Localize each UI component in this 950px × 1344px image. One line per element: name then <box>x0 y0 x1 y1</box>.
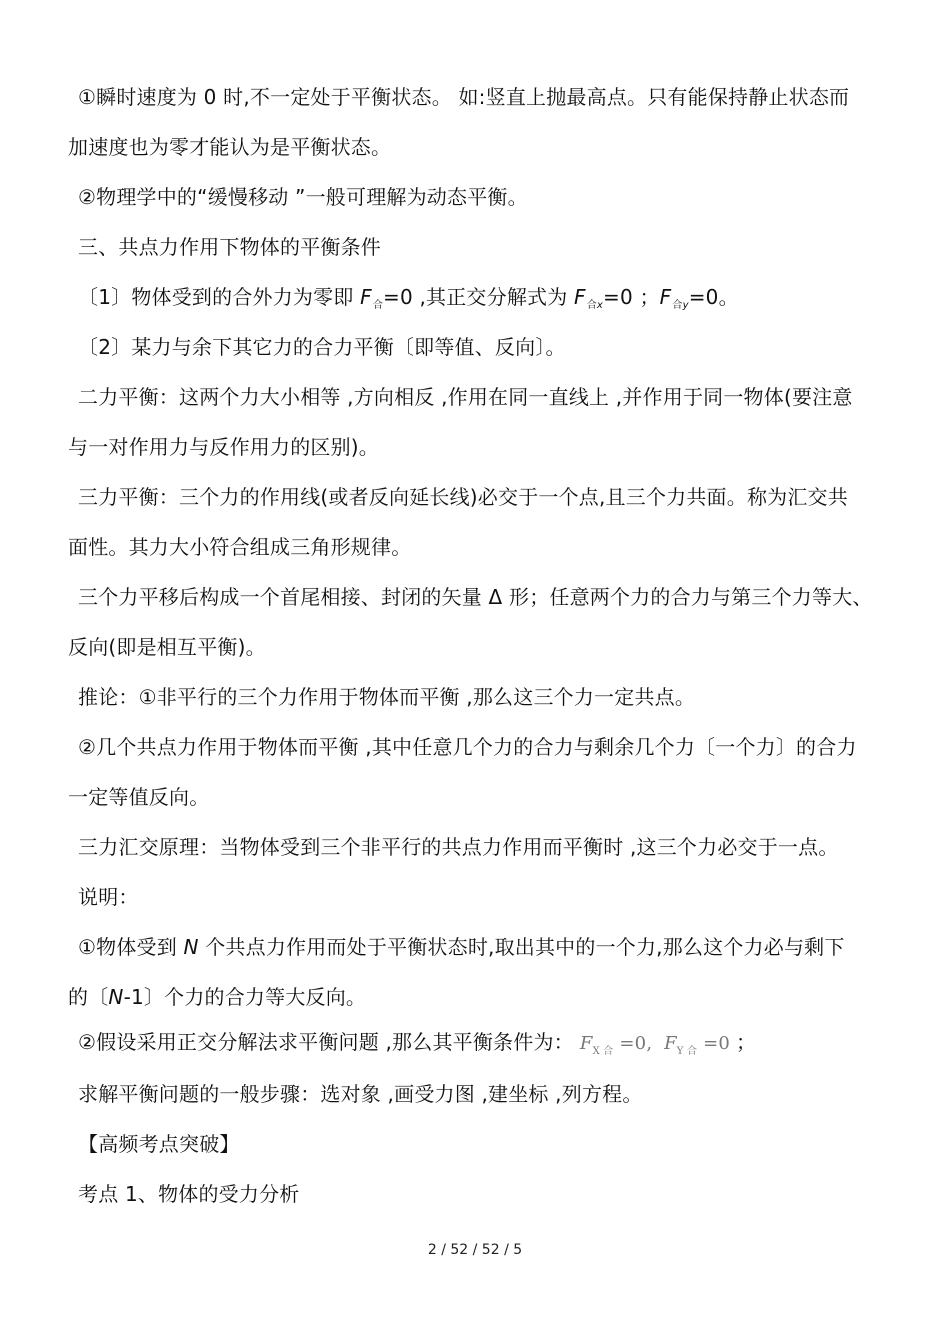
section-heading: 【高频考点突破】 <box>78 1132 240 1156</box>
formula-value: =0 <box>697 1033 731 1054</box>
formula-symbol: F <box>360 285 372 309</box>
text-line: 求解平衡问题的一般步骤：选对象 ,画受力图 ,建坐标 ,列方程。 <box>78 1082 643 1106</box>
text-segment: ； <box>736 1030 757 1054</box>
text-segment: ②假设采用正交分解法求平衡问题 ,那么其平衡条件为： <box>78 1030 574 1054</box>
equilibrium-formula-image <box>579 1033 731 1057</box>
text-segment: 的〔 <box>68 985 109 1009</box>
text-line: 反向(即是相互平衡)。 <box>68 635 266 659</box>
text-line <box>78 283 739 316</box>
text-line: 说明： <box>78 885 139 909</box>
formula-symbol: N <box>183 935 199 959</box>
page-number: 2 / 52 / 52 / 5 <box>427 1242 523 1258</box>
formula-symbol: F <box>573 285 586 309</box>
text-line <box>68 983 366 1011</box>
text-segment: =0。 <box>688 285 739 309</box>
text-segment: =0 ； <box>603 285 660 309</box>
text-line: 与一对作用力与反作用力的区别)。 <box>68 435 380 459</box>
text-line: ②几个共点力作用于物体而平衡 ,其中任意几个力的合力与剩余几个力〔一个力〕的合力 <box>78 735 857 759</box>
text-segment: =0 ,其正交分解式为 <box>383 285 574 309</box>
text-line: 推论：①非平行的三个力作用于物体而平衡 ,那么这三个力一定共点。 <box>78 685 696 709</box>
section-heading: 三、共点力作用下物体的平衡条件 <box>78 235 381 259</box>
text-line: 三个力平移后构成一个首尾相接、封闭的矢量 Δ 形；任意两个力的合力与第三个力等大、 <box>78 585 873 609</box>
text-line: 加速度也为零才能认为是平衡状态。 <box>68 135 392 159</box>
text-segment: 〔1〕物体受到的合外力为零即 <box>78 285 361 309</box>
formula-subscript: X 合 <box>592 1046 614 1057</box>
formula-subscript: x <box>596 300 604 311</box>
text-line: 一定等值反向。 <box>68 785 210 809</box>
text-line: 面性。其力大小符合组成三角形规律。 <box>68 535 412 559</box>
formula-symbol: F <box>659 285 672 309</box>
text-line: ②物理学中的“缓慢移动 ”一般可理解为动态平衡。 <box>78 185 528 209</box>
formula-symbol: F <box>579 1033 593 1054</box>
text-line <box>78 933 845 961</box>
formula-subscript: Y 合 <box>676 1046 698 1057</box>
text-segment: -1〕个力的合力等大反向。 <box>123 985 367 1009</box>
formula-subscript: 合 <box>672 300 683 311</box>
formula-subscript: 合 <box>586 300 597 311</box>
formula-subscript: y <box>682 300 689 311</box>
text-line: 考点 1、物体的受力分析 <box>78 1182 300 1206</box>
text-segment: ①物体受到 <box>78 935 184 959</box>
formula-subscript: 合 <box>372 300 384 311</box>
text-line: 二力平衡：这两个力大小相等 ,方向相反 ,作用在同一直线上 ,并作用于同一物体(要注意 <box>78 385 853 409</box>
formula-symbol: N <box>108 985 124 1009</box>
text-line <box>78 1028 756 1061</box>
formula-symbol: F <box>664 1033 677 1054</box>
text-line: 三力汇交原理：当物体受到三个非平行的共点力作用而平衡时 ,这三个力必交于一点。 <box>78 835 839 859</box>
text-segment: 个共点力作用而处于平衡状态时,取出其中的一个力,那么这个力必与剩下 <box>198 935 845 959</box>
formula-value: =0, <box>613 1033 653 1054</box>
text-line: 〔2〕某力与余下其它力的合力平衡〔即等值、反向〕。 <box>78 335 566 359</box>
text-line: ①瞬时速度为 0 时,不一定处于平衡状态。 如:竖直上抛最高点。只有能保持静止状态而 <box>78 85 850 109</box>
text-line: 三力平衡：三个力的作用线(或者反向延长线)必交于一个点,且三个力共面。称为汇交共 <box>78 485 848 509</box>
